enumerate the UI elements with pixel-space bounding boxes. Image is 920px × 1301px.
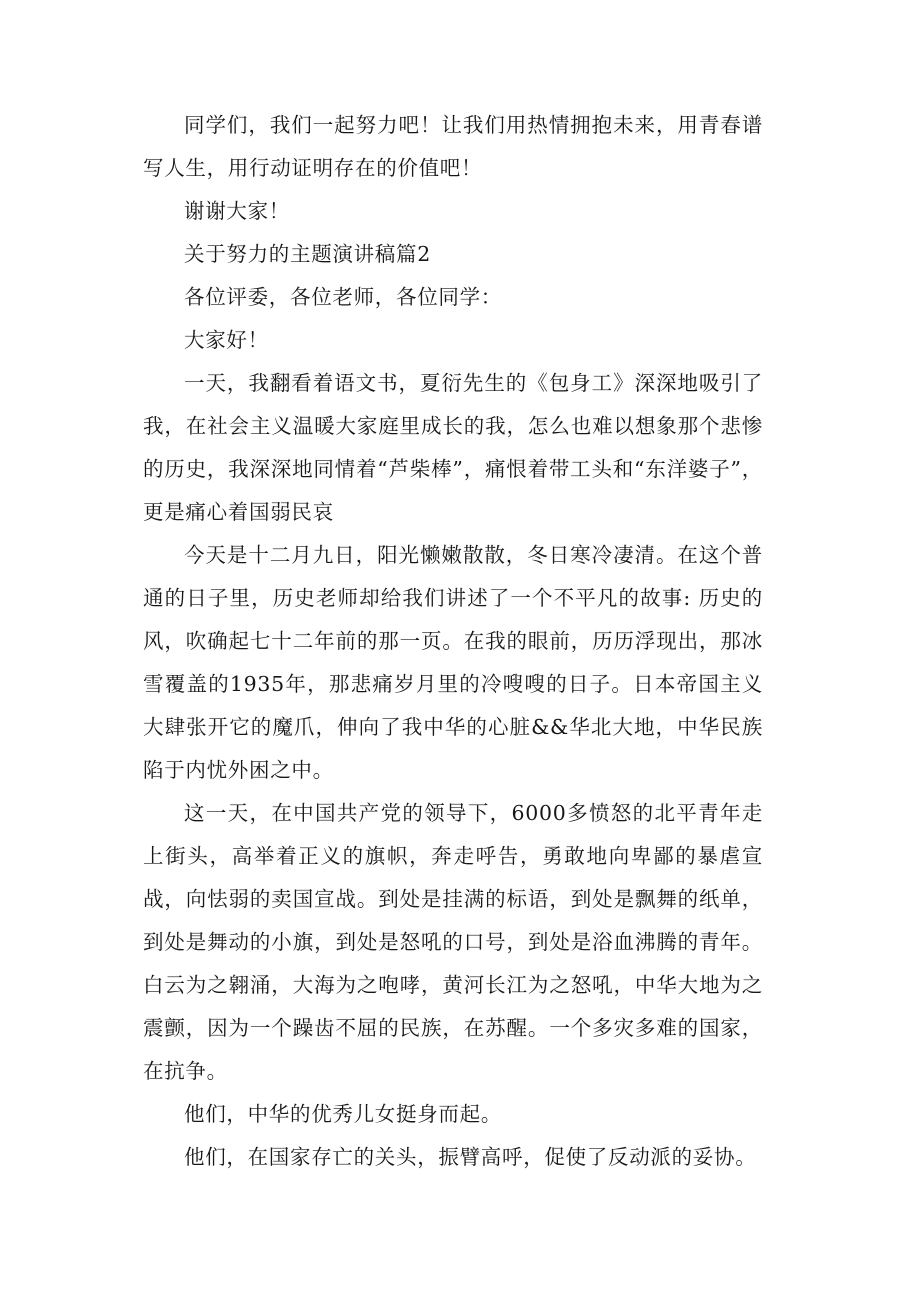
p-thanks: 谢谢大家！ xyxy=(184,199,290,223)
p-greeting: 大家好！ xyxy=(184,328,269,352)
document-text-body xyxy=(143,104,763,1179)
p-they-called-out: 他们，在国家存亡的关头，振臂高呼，促使了反动派的妥协。 xyxy=(184,1145,757,1169)
p-december-ninth: 今天是十二月九日，阳光懒嫩散散，冬日寒冷凄清。在这个普通的日子里，历史老师却给我们讲述了一个不平凡的故事: 历史的风，吹确起七十二年前的那一页。在我的眼前，历历浮现出，那冰雪覆盖的1935年，那悲痛岁月里的冷嗖嗖的日子。日本帝国主义大肆张开它的魔爪，伸向了我中华的心脏&&华北大地，中华民族陷于内忧外困之中。 xyxy=(143,543,763,782)
p-they-stood-up: 他们，中华的优秀儿女挺身而起。 xyxy=(184,1102,502,1126)
p-salutation: 各位评委，各位老师，各位同学： xyxy=(184,285,502,309)
p-heading-2: 关于努力的主题演讲稿篇2 xyxy=(184,242,431,266)
p-this-day: 这一天，在中国共产党的领导下，6000多愤怒的北平青年走上街头，高举着正义的旗帜，奔走呼告，勇敢地向卑鄙的暴虐宣战，向怯弱的卖国宣战。到处是挂满的标语，到处是飘舞的纸单，到处是舞动的小旗，到处是怒吼的口号，到处是浴血沸腾的青年。白云为之翱涌，大海为之咆哮，黄河长江为之怒吼，中华大地为之震颤，因为一个躁齿不屈的民族，在苏醒。一个多灾多难的国家，在抗争。 xyxy=(143,801,763,1083)
p-bao-shen-gong: 一天，我翻看着语文书，夏衍先生的《包身工》深深地吸引了我，在社会主义温暖大家庭里成长的我，怎么也难以想象那个悲惨的历史，我深深地同情着“芦柴棒”，痛恨着带工头和“东洋婆子”，更是痛心着国弱民哀 xyxy=(143,371,763,524)
p-closing-call: 同学们，我们一起努力吧！让我们用热情拥抱未来，用青春谱写人生，用行动证明存在的价值吧！ xyxy=(143,113,763,180)
